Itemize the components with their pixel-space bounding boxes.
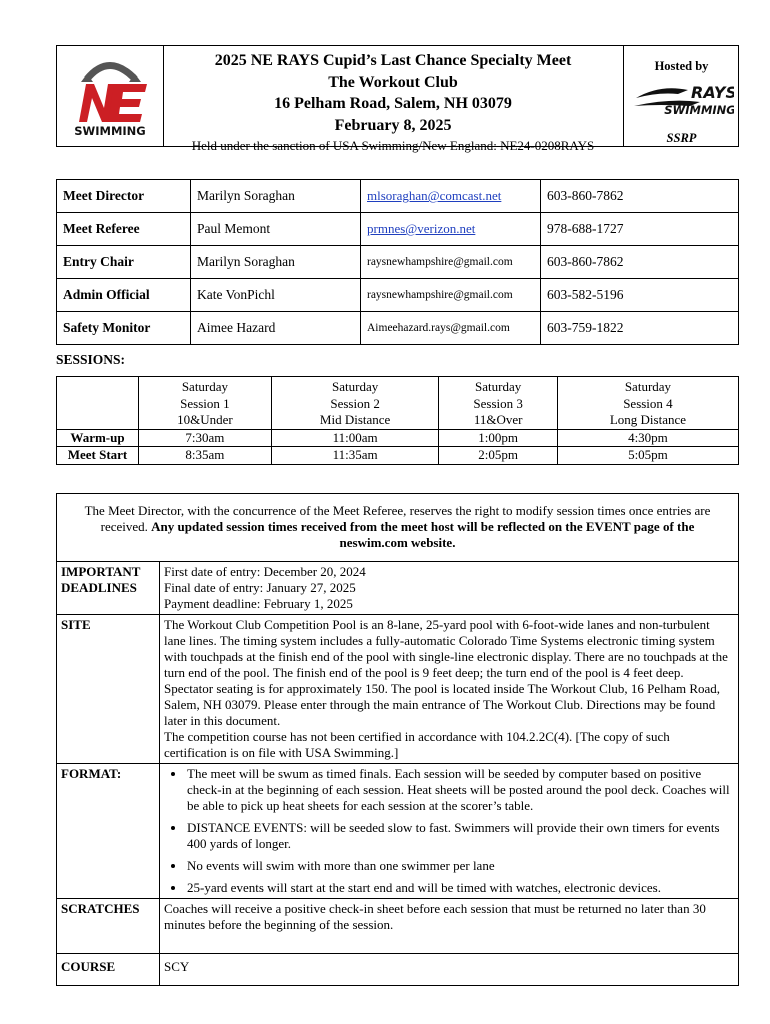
- official-role: Safety Monitor: [57, 312, 191, 345]
- official-email-link[interactable]: prmnes@verizon.net: [361, 213, 541, 246]
- session-header: [271, 377, 439, 430]
- table-row: [57, 377, 739, 430]
- table-row: [57, 954, 739, 986]
- session-day: Saturday: [332, 379, 379, 394]
- table-row: [57, 279, 739, 312]
- official-email-link[interactable]: mlsoraghan@comcast.net: [361, 180, 541, 213]
- meet-header: [56, 45, 739, 153]
- sessions-heading: SESSIONS:: [56, 352, 126, 367]
- deadline-item: First date of entry: December 20, 2024: [164, 564, 366, 579]
- official-email: raysnewhampshire@gmail.com: [361, 246, 541, 279]
- session-group: 11&Over: [473, 412, 523, 427]
- official-phone: 603-582-5196: [541, 279, 739, 312]
- official-name: Marilyn Soraghan: [191, 180, 361, 213]
- meet-title-block: [163, 46, 623, 153]
- official-phone: 978-688-1727: [541, 213, 739, 246]
- warmup-time: 7:30am: [139, 429, 272, 447]
- start-time: 8:35am: [139, 447, 272, 465]
- table-row: [57, 180, 739, 213]
- ne-swimming-logo: [57, 46, 164, 146]
- course-label: COURSE: [57, 954, 160, 986]
- official-phone: 603-860-7862: [541, 246, 739, 279]
- rays-swimming-logo-icon: [630, 76, 734, 120]
- official-name: Paul Memont: [191, 213, 361, 246]
- site-description: [160, 615, 739, 764]
- meet-address: 16 Pelham Road, Salem, NH 03079: [274, 95, 512, 112]
- table-row: [57, 615, 739, 764]
- start-time: 2:05pm: [439, 447, 557, 465]
- official-email: raysnewhampshire@gmail.com: [361, 279, 541, 312]
- deadline-item: Final date of entry: January 27, 2025: [164, 580, 356, 595]
- official-phone: 603-759-1822: [541, 312, 739, 345]
- official-name: Marilyn Soraghan: [191, 246, 361, 279]
- list-item: • 25-yard events will start at the start end and will be timed with watches, electronic devices.: [186, 880, 734, 896]
- warmup-time: 11:00am: [271, 429, 439, 447]
- official-name: Kate VonPichl: [191, 279, 361, 312]
- deadlines-list: [160, 562, 739, 615]
- svg-text:SWIMMING: SWIMMING: [74, 124, 146, 138]
- meet-info-table: [56, 493, 739, 986]
- notice-bold-text: Any updated session times received from the meet host will be reflected on the EVENT page of the neswim.com website.: [151, 519, 695, 550]
- start-time: 5:05pm: [557, 447, 738, 465]
- session-group: Long Distance: [609, 412, 687, 427]
- table-row: [57, 312, 739, 345]
- table-row: [57, 447, 739, 465]
- warmup-time: 4:30pm: [557, 429, 738, 447]
- official-role: Meet Director: [57, 180, 191, 213]
- host-block: [623, 46, 739, 146]
- deadline-item: Payment deadline: February 1, 2025: [164, 596, 353, 611]
- site-certification: The competition course has not been certified in accordance with 104.2.2C(4). [The copy of such certification is on file with USA Swimming.]: [164, 729, 670, 760]
- session-number: Session 2: [330, 395, 380, 411]
- scratches-label: SCRATCHES: [57, 899, 160, 954]
- session-day: Saturday: [181, 379, 229, 394]
- session-day: Saturday: [475, 379, 522, 394]
- official-email: Aimeehazard.rays@gmail.com: [361, 312, 541, 345]
- session-header: [557, 377, 738, 430]
- empty-corner-cell: [57, 377, 139, 430]
- table-row: [57, 429, 739, 447]
- start-time: 11:35am: [271, 447, 439, 465]
- meet-start-label: Meet Start: [57, 447, 139, 465]
- meet-venue: The Workout Club: [328, 73, 458, 91]
- sessions-table: [56, 376, 739, 465]
- ne-swimming-logo-icon: [57, 46, 163, 146]
- list-item: • The meet will be swum as timed finals. Each session will be seeded by computer based on positive check-in at the beginning of each session. Heat sheets will be posted around the pool deck. Coaches will be able to pick up heat sheets for each session at the scorer’s table.: [186, 766, 734, 814]
- meet-date: February 8, 2025: [334, 116, 452, 134]
- scratches-text: Coaches will receive a positive check-in sheet before each session that must be returned no later than 30 minutes before the beginning of the session.: [160, 899, 739, 954]
- sanction-text: Held under the sanction of USA Swimming/New England: NE24-0208RAYS: [191, 138, 595, 153]
- svg-text:SWIMMING: SWIMMING: [663, 103, 734, 117]
- session-group: Mid Distance: [319, 412, 391, 427]
- list-item: • DISTANCE EVENTS: will be seeded slow to fast. Swimmers will provide their own timers for events 400 yards of longer.: [186, 820, 734, 852]
- official-role: Meet Referee: [57, 213, 191, 246]
- list-item: • No events will swim with more than one swimmer per lane: [186, 858, 734, 874]
- official-role: Admin Official: [57, 279, 191, 312]
- host-code: SSRP: [666, 131, 697, 145]
- meet-title: 2025 NE RAYS Cupid’s Last Chance Specialty Meet: [214, 52, 572, 69]
- session-day: Saturday: [624, 379, 672, 394]
- session-number: Session 1: [180, 395, 230, 411]
- format-list: [160, 764, 739, 899]
- session-number: Session 3: [473, 395, 523, 411]
- session-change-notice: [57, 494, 739, 562]
- hosted-by-label: Hosted by: [654, 59, 709, 73]
- table-row: [57, 562, 739, 615]
- svg-text:RAYS: RAYS: [690, 83, 734, 102]
- table-row: [57, 899, 739, 954]
- session-header: [439, 377, 557, 430]
- warmup-time: 1:00pm: [439, 429, 557, 447]
- table-row: [57, 213, 739, 246]
- table-row: [57, 246, 739, 279]
- site-label: SITE: [57, 615, 160, 764]
- session-header: [139, 377, 272, 430]
- notice-text: The Meet Director, with the concurrence of the Meet Referee, reserves the right to modify session times once entries are received.: [84, 503, 711, 534]
- officials-table: [56, 179, 739, 345]
- session-group: 10&Under: [177, 412, 233, 427]
- course-value: SCY: [160, 954, 739, 986]
- official-name: Aimee Hazard: [191, 312, 361, 345]
- official-phone: 603-860-7862: [541, 180, 739, 213]
- table-row: [57, 494, 739, 562]
- deadlines-label: IMPORTANT DEADLINES: [57, 562, 160, 615]
- table-row: [57, 764, 739, 899]
- session-number: Session 4: [623, 395, 673, 411]
- format-label: FORMAT:: [57, 764, 160, 899]
- warmup-label: Warm-up: [57, 429, 139, 447]
- site-text: The Workout Club Competition Pool is an 8-lane, 25-yard pool with 6-foot-wide lanes and non-turbulent lane lines. The timing system includes a fully-automatic Colorado Time Systems electronic timing system with touchpads at the finish end of the pool with single-line electronic display. There are no touchpads at the turn end of the pool. The finish end of the pool is 9 feet deep; the turn end of the pool is 4 feet deep. Spectator seating is for approximately 150. The pool is located inside The Workout Club, 16 Pelham Road, Salem, NH 03079. Please enter through the main entrance of The Workout Club. Directions may be found later in this document.: [164, 617, 728, 728]
- official-role: Entry Chair: [57, 246, 191, 279]
